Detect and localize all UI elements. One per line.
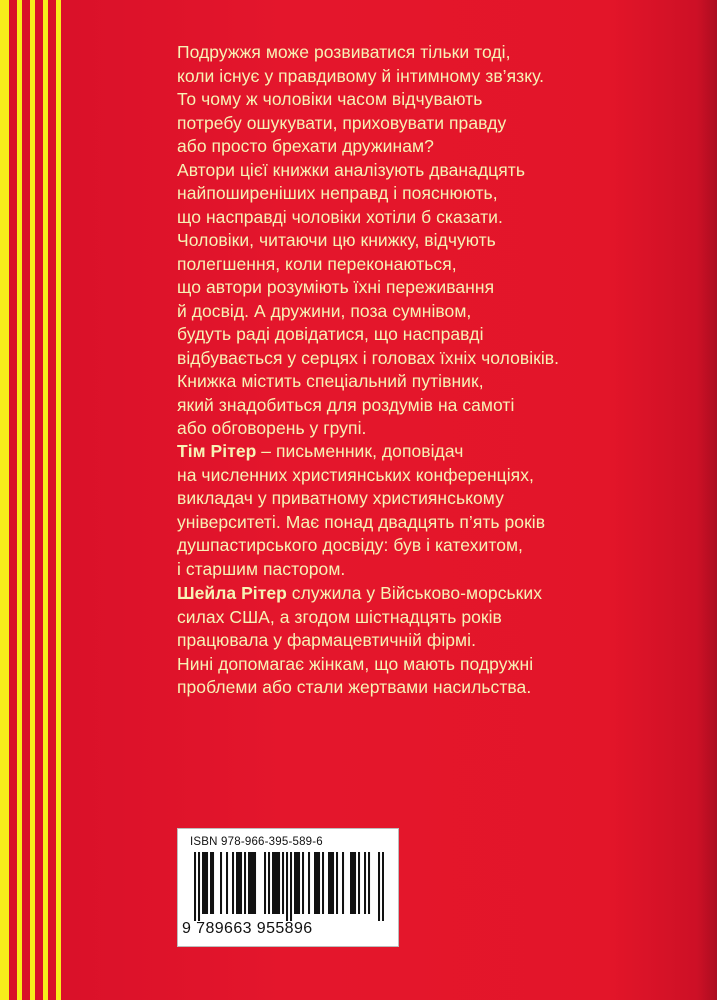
barcode-bar bbox=[368, 852, 370, 914]
description-line: потребу ошукувати, приховувати правду bbox=[177, 112, 507, 133]
author-bio-line bbox=[177, 440, 692, 464]
barcode-bar bbox=[238, 852, 240, 914]
barcode-bar bbox=[220, 852, 222, 914]
author-bio-text: – письменник, доповідач bbox=[256, 441, 464, 461]
barcode-bar bbox=[294, 852, 296, 914]
description-line: відбувається у серцях і головах їхніх чоловіків. bbox=[177, 347, 560, 368]
description-line: що насправді чоловіки хотіли б сказати. bbox=[177, 206, 503, 227]
barcode-bar bbox=[302, 852, 304, 914]
barcode-bar bbox=[350, 852, 352, 914]
author-bio-line: університеті. Має понад двадцять п’ять років bbox=[177, 511, 546, 532]
barcode-bar bbox=[268, 852, 270, 914]
description-line: Книжка містить спеціальний путівник, bbox=[177, 371, 484, 391]
yellow-stripe bbox=[30, 0, 35, 1000]
barcode-bar bbox=[248, 852, 250, 914]
barcode-bar bbox=[336, 852, 338, 914]
description-line: Автори цієї книжки аналізують дванадцять bbox=[177, 159, 525, 180]
barcode-bar bbox=[382, 852, 384, 921]
author-name: Шейла Рітер bbox=[177, 583, 287, 603]
description-line: або просто брехати дружинам? bbox=[177, 136, 434, 156]
yellow-stripe bbox=[0, 0, 9, 1000]
barcode-bar bbox=[378, 852, 380, 921]
barcode-bar bbox=[296, 852, 298, 914]
description-line: найпоширеніших неправд і пояснюють, bbox=[177, 183, 498, 203]
author-bio-line: Нині допомагає жінкам, що мають подружні bbox=[177, 653, 534, 674]
description-line: Чоловіки, читаючи цю книжку, відчують bbox=[177, 230, 496, 250]
barcode-bar bbox=[264, 852, 266, 914]
decorative-stripes bbox=[0, 0, 90, 1000]
description-paragraph bbox=[177, 41, 692, 441]
author-bio-line: викладач у приватному християнському bbox=[177, 488, 504, 508]
barcode-bars bbox=[194, 852, 384, 921]
yellow-stripe bbox=[56, 0, 61, 1000]
barcode-bar bbox=[198, 852, 200, 921]
description-line: полегшення, коли переконаються, bbox=[177, 253, 457, 274]
barcode-bar bbox=[364, 852, 366, 914]
description-line: будуть раді довідатися, що насправді bbox=[177, 324, 484, 344]
barcode-number: 9 789663 955896 bbox=[182, 920, 313, 937]
author-bio-line: душпастирського досвіду: був і катехитом, bbox=[177, 535, 523, 555]
barcode-bar bbox=[328, 852, 330, 914]
author-bio-line: працювала у фармацевтичній фірмі. bbox=[177, 630, 476, 650]
description-line: й досвід. А дружини, поза сумнівом, bbox=[177, 300, 472, 321]
barcode-bar bbox=[212, 852, 214, 914]
barcode-bar bbox=[226, 852, 228, 914]
barcode-bar bbox=[272, 852, 274, 914]
barcode-bar bbox=[204, 852, 206, 914]
barcode-bar bbox=[240, 852, 242, 914]
barcode-bar bbox=[316, 852, 318, 914]
author-bio-sheila bbox=[177, 582, 692, 700]
description-line: То чому ж чоловіки часом відчувають bbox=[177, 89, 483, 109]
barcode-bar bbox=[236, 852, 238, 914]
barcode-bar bbox=[358, 852, 360, 914]
barcode-bar bbox=[352, 852, 354, 914]
barcode-bar bbox=[330, 852, 332, 914]
barcode-bar bbox=[202, 852, 204, 914]
barcode-bar bbox=[250, 852, 252, 914]
barcode-bar bbox=[342, 852, 344, 914]
author-bio-line: проблеми або стали жертвами насильства. bbox=[177, 677, 532, 697]
barcode-bar bbox=[332, 852, 334, 914]
barcode-bar bbox=[318, 852, 320, 914]
description-line: коли існує у правдивому й інтимному зв’язку. bbox=[177, 65, 545, 86]
cover-edge-shadow bbox=[697, 0, 717, 1000]
description-line: що автори розуміють їхні переживання bbox=[177, 277, 495, 297]
description-line: Подружжя може розвиватися тільки тоді, bbox=[177, 42, 511, 62]
author-bio-line bbox=[177, 582, 692, 606]
barcode-bar bbox=[282, 852, 284, 914]
description-line: або обговорень у групі. bbox=[177, 418, 367, 438]
barcode-bar bbox=[254, 852, 256, 914]
isbn-barcode bbox=[177, 828, 399, 947]
yellow-stripe bbox=[17, 0, 22, 1000]
barcode-bar bbox=[232, 852, 234, 914]
barcode-bar bbox=[298, 852, 300, 914]
barcode-bar bbox=[206, 852, 208, 914]
barcode-bar bbox=[308, 852, 310, 914]
author-bio-line: на численних християнських конференціях, bbox=[177, 464, 534, 485]
description-line: який знадобиться для роздумів на самоті bbox=[177, 394, 515, 415]
author-bio-tim bbox=[177, 440, 692, 581]
author-bio-text: служила у Військово-морських bbox=[286, 583, 542, 603]
author-bio-line: і старшим пастором. bbox=[177, 558, 346, 579]
barcode-bar bbox=[354, 852, 356, 914]
barcode-bar bbox=[290, 852, 292, 921]
barcode-bar bbox=[210, 852, 212, 914]
barcode-bar bbox=[274, 852, 276, 914]
barcode-bar bbox=[276, 852, 278, 914]
yellow-stripe bbox=[43, 0, 48, 1000]
barcode-bar bbox=[252, 852, 254, 914]
isbn-label: ISBN 978-966-395-589-6 bbox=[190, 836, 323, 848]
barcode-bar bbox=[244, 852, 246, 914]
author-bio-line: силах США, а згодом шістнадцять років bbox=[177, 606, 502, 627]
barcode-bar bbox=[314, 852, 316, 914]
barcode-bar bbox=[194, 852, 196, 921]
barcode-bar bbox=[278, 852, 280, 914]
barcode-bar bbox=[322, 852, 324, 914]
author-name: Тім Рітер bbox=[177, 441, 257, 461]
barcode-bar bbox=[286, 852, 288, 921]
